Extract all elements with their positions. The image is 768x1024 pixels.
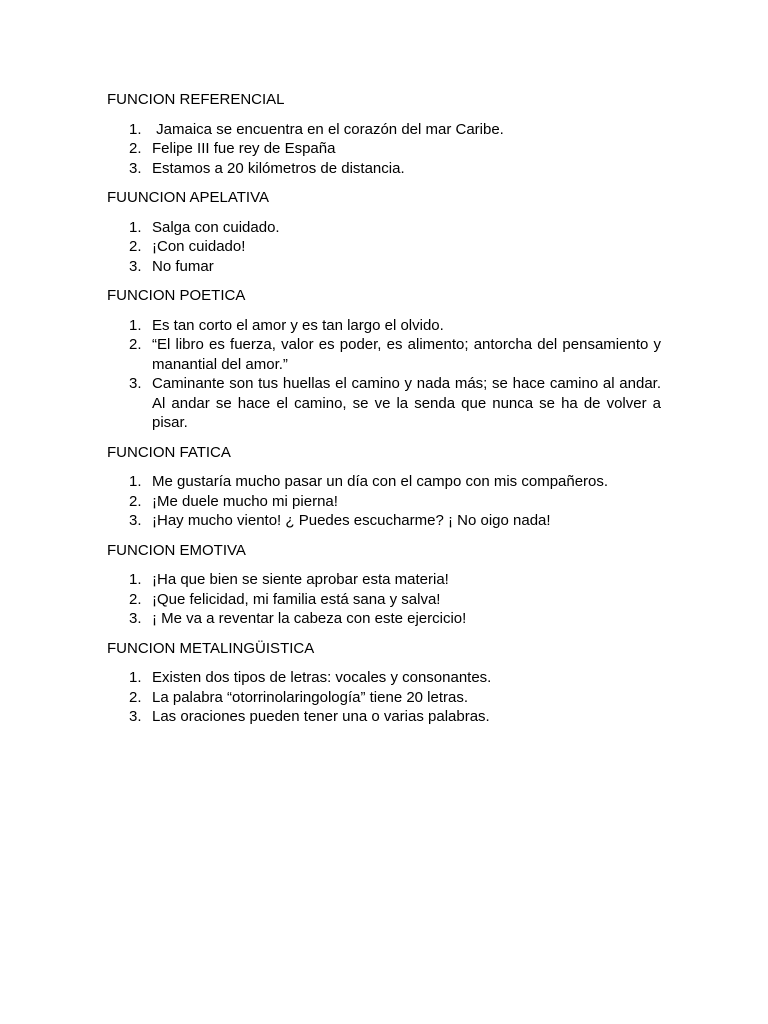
section-heading: FUUNCION APELATIVA [107, 189, 269, 206]
list-item [107, 590, 661, 610]
list-item [107, 316, 661, 336]
list-item-text: ¡Hay mucho viento! ¿ Puedes escucharme? ¡ No oigo nada! [152, 512, 551, 529]
list-item-text: Es tan corto el amor y es tan largo el olvido. [152, 316, 444, 334]
section-heading: FUNCION EMOTIVA [107, 541, 246, 559]
list-item-text: La palabra “otorrinolaringología” tiene 20 letras. [152, 688, 469, 706]
list-item-text: ¡Con cuidado! [152, 238, 246, 255]
list-item-text: Estamos a 20 kilómetros de distancia. [152, 159, 405, 177]
list-item-text: Las oraciones pueden tener una o varias palabras. [152, 708, 490, 725]
list-item [107, 374, 666, 433]
list-item [107, 668, 661, 688]
list-item [107, 707, 661, 727]
list-item-number: 3. [129, 708, 142, 725]
list-item-number: 3. [129, 159, 142, 177]
list-item [107, 511, 661, 531]
list-item [107, 257, 661, 277]
list-item-number: 1. [129, 571, 142, 588]
list-item-text: ¡Ha que bien se siente aprobar esta materia! [152, 571, 449, 588]
list-item-number: 3. [129, 610, 142, 627]
list-item-text: Caminante son tus huellas el camino y nada más; se hace camino al andar. Al andar se hace el camino, se ve la senda que nunca se ha de volver a pisar. [152, 375, 666, 431]
section-funcion-poetica [107, 286, 666, 433]
list-item [107, 688, 661, 708]
list-item [107, 609, 661, 629]
numbered-list [107, 570, 661, 629]
list-item-number: 2. [129, 140, 142, 157]
numbered-list [107, 316, 666, 433]
numbered-list [107, 218, 661, 277]
list-item [107, 218, 661, 238]
section-heading: FUNCION POETICA [107, 287, 246, 304]
list-item [107, 492, 661, 512]
list-item-text: ¡ Me va a reventar la cabeza con este ejercicio! [152, 610, 467, 627]
list-item-text: Jamaica se encuentra en el corazón del mar Caribe. [152, 120, 504, 138]
section-funcion-referencial [107, 90, 661, 178]
list-item [107, 472, 661, 492]
list-item-number: 2. [129, 492, 142, 510]
list-item-number: 1. [129, 218, 142, 236]
list-item-text: Salga con cuidado. [152, 218, 280, 236]
list-item-number: 1. [129, 669, 142, 686]
list-item-text: No fumar [152, 257, 214, 275]
list-item-text: Me gustaría mucho pasar un día con el campo con mis compañeros. [152, 473, 609, 490]
section-heading: FUNCION REFERENCIAL [107, 91, 285, 108]
list-item-text: ¡Que felicidad, mi familia está sana y salva! [152, 590, 441, 608]
list-item [107, 159, 661, 179]
section-funcion-apelativa [107, 188, 661, 276]
list-item-text: Existen dos tipos de letras: vocales y consonantes. [152, 669, 492, 686]
list-item [107, 335, 666, 374]
list-item-text: ¡Me duele mucho mi pierna! [152, 492, 338, 510]
list-item [107, 139, 661, 159]
numbered-list [107, 668, 661, 727]
list-item-number: 3. [129, 257, 142, 275]
list-item-number: 1. [129, 473, 142, 490]
list-item-number: 2. [129, 238, 142, 255]
section-funcion-metalinguistica [107, 639, 661, 727]
list-item-text: Felipe III fue rey de España [152, 140, 336, 157]
section-funcion-emotiva [107, 541, 661, 629]
numbered-list [107, 120, 661, 179]
list-item-number: 2. [129, 688, 142, 706]
section-funcion-fatica [107, 443, 661, 531]
list-item-number: 2. [129, 590, 142, 608]
list-item-number: 1. [129, 120, 142, 138]
section-heading: FUNCION FATICA [107, 443, 231, 461]
list-item-text: “El libro es fuerza, valor es poder, es alimento; antorcha del pensamiento y manantial del amor.” [152, 336, 666, 373]
list-item-number: 1. [129, 316, 142, 334]
section-heading: FUNCION METALINGÜISTICA [107, 639, 315, 657]
numbered-list [107, 472, 661, 531]
list-item-number: 3. [129, 512, 142, 529]
list-item-number: 3. [129, 375, 142, 392]
list-item [107, 120, 661, 140]
list-item [107, 237, 661, 257]
list-item [107, 570, 661, 590]
list-item-number: 2. [129, 336, 142, 353]
